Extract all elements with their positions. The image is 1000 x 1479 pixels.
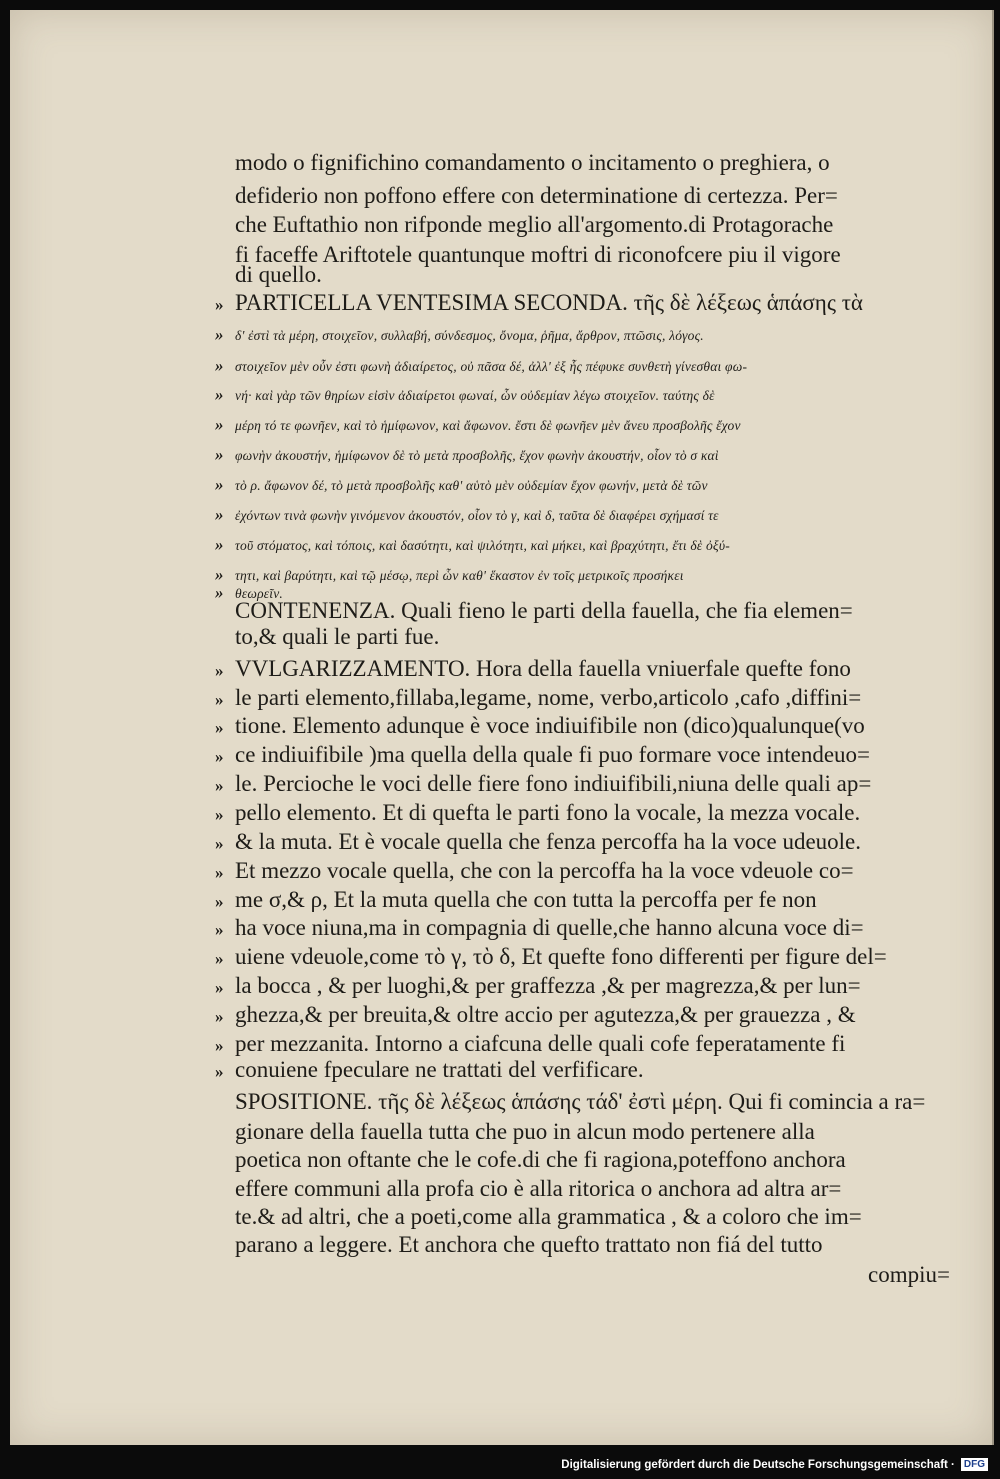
line-text: uiene vdeuole,come τὸ γ, τὸ δ, Et quefte fono differenti per figure del= bbox=[235, 944, 887, 969]
quote-mark: » bbox=[215, 475, 224, 494]
text-line bbox=[215, 829, 862, 857]
quote-mark: » bbox=[215, 747, 224, 766]
line-text: modo o fignifichino comandamento o incitamento o preghiera, o bbox=[235, 150, 830, 175]
line-text: ἐχόντων τινὰ φωνὴν γινόμενον ἀκουστόν, οἷον τὸ γ, καὶ δ, ταῦτα δὲ διαφέρει σχήμασί τε bbox=[235, 508, 719, 523]
line-text: tione. Elemento adunque è voce indiuifibile non (dico)qualunque(vo bbox=[235, 713, 865, 738]
text-line bbox=[215, 771, 872, 799]
text-line bbox=[215, 290, 863, 318]
quote-mark: » bbox=[215, 356, 224, 375]
text-line bbox=[215, 858, 854, 886]
text-line bbox=[215, 532, 730, 559]
line-text: δ' ἐστὶ τὰ μέρη, στοιχεῖον, συλλαβή, σύνδεσμος, ὄνομα, ῥῆμα, ἄρθρον, πτῶσις, λόγος. bbox=[235, 328, 704, 343]
book-page bbox=[10, 10, 994, 1445]
text-line bbox=[235, 1176, 841, 1202]
line-text: me σ,& ρ, Et la muta quella che con tutta la percoffa per fe non bbox=[235, 887, 817, 912]
line-text: CONTENENZA. Quali fieno le parti della fauella, che fia elemen= bbox=[235, 598, 853, 623]
quote-mark: » bbox=[215, 920, 224, 939]
quote-mark: » bbox=[215, 834, 224, 853]
quote-mark: » bbox=[215, 505, 224, 524]
line-text: Et mezzo vocale quella, che con la percoffa ha la voce vdeuole co= bbox=[235, 858, 854, 883]
text-line bbox=[215, 742, 871, 770]
text-line bbox=[215, 1057, 644, 1085]
text-line bbox=[235, 150, 830, 176]
line-text: la bocca , & per luoghi,& per graffezza ,& per magrezza,& per lun= bbox=[235, 973, 861, 998]
quote-mark: » bbox=[215, 978, 224, 997]
footer-credit bbox=[561, 1458, 988, 1471]
line-text: le. Percioche le voci delle fiere fono indiuifibili,niuna delle quali ap= bbox=[235, 771, 872, 796]
line-text: fi faceffe Ariftotele quantunque moftri di riconofcere piu il vigore bbox=[235, 242, 841, 267]
text-line bbox=[868, 1262, 950, 1288]
text-line bbox=[215, 656, 851, 684]
footer-text: Digitalisierung gefördert durch die Deutsche Forschungsgemeinschaft · bbox=[561, 1458, 955, 1471]
quote-mark: » bbox=[215, 1007, 224, 1026]
line-text: che Euftathio non rifponde meglio all'argomento.di Protagorache bbox=[235, 212, 834, 237]
text-line bbox=[235, 242, 841, 268]
line-text: στοιχεῖον μὲν οὖν ἐστι φωνὴ ἀδιαίρετος, οὐ πᾶσα δέ, ἀλλ' ἐξ ἧς πέφυκε συνθετὴ γίνεσθαι φω- bbox=[235, 359, 748, 374]
line-text: le parti elemento,fillaba,legame, nome, verbo,articolo ,cafo ,diffini= bbox=[235, 685, 862, 710]
line-text: VVLGARIZZAMENTO. Hora della fauella vniuerfale quefte fono bbox=[235, 656, 851, 681]
line-text: conuiene fpeculare ne trattati del verfificare. bbox=[235, 1057, 644, 1082]
line-text: PARTICELLA VENTESIMA SECONDA. τῆς δὲ λέξεως ἁπάσης τὰ bbox=[235, 290, 863, 315]
text-line bbox=[215, 472, 708, 499]
text-line bbox=[215, 887, 817, 915]
quote-mark: » bbox=[215, 415, 224, 434]
line-text: τητι, καὶ βαρύτητι, καὶ τῷ μέσῳ, περὶ ὧν καθ' ἕκαστον ἐν τοῖς μετρικοῖς προσήκει bbox=[235, 568, 684, 583]
quote-mark: » bbox=[215, 690, 224, 709]
line-text: φωνὴν ἀκουστήν, ἡμίφωνον δὲ τὸ μετὰ προσβολῆς, ἔχον φωνὴν ἀκουστήν, οἷον τὸ σ καὶ bbox=[235, 448, 719, 463]
text-line bbox=[235, 1119, 815, 1145]
quote-mark: » bbox=[215, 295, 224, 314]
text-line bbox=[215, 973, 861, 1001]
line-text: ce indiuifibile )ma quella della quale fi puo formare voce intendeuo= bbox=[235, 742, 871, 767]
quote-mark: » bbox=[215, 385, 224, 404]
quote-mark: » bbox=[215, 661, 224, 680]
line-text: & la muta. Et è vocale quella che fenza percoffa ha la voce udeuole. bbox=[235, 829, 862, 854]
text-line bbox=[235, 1232, 823, 1258]
line-text: SPOSITIONE. τῆς δὲ λέξεως ἁπάσης τάδ' ἐστὶ μέρη. Qui fi comincia a ra= bbox=[235, 1089, 926, 1114]
quote-mark: » bbox=[215, 325, 224, 344]
quote-mark: » bbox=[215, 892, 224, 911]
line-text: ha voce niuna,ma in compagnia di quelle,che hanno alcuna voce di= bbox=[235, 915, 864, 940]
line-text: compiu= bbox=[868, 1262, 950, 1287]
quote-mark: » bbox=[215, 1062, 224, 1081]
line-text: defiderio non poffono effere con determinatione di certezza. Per= bbox=[235, 183, 838, 208]
quote-mark: » bbox=[215, 535, 224, 554]
text-line bbox=[235, 1204, 862, 1230]
quote-mark: » bbox=[215, 805, 224, 824]
text-line bbox=[215, 915, 864, 943]
text-line bbox=[235, 183, 838, 209]
text-line bbox=[215, 713, 865, 741]
line-text: parano a leggere. Et anchora che quefto trattato non fiá del tutto bbox=[235, 1232, 823, 1257]
quote-mark: » bbox=[215, 863, 224, 882]
line-text: per mezzanita. Intorno a ciafcuna delle quali cofe feperatamente fi bbox=[235, 1031, 846, 1056]
line-text: gionare della fauella tutta che puo in alcun modo pertenere alla bbox=[235, 1119, 815, 1144]
text-line bbox=[215, 1031, 846, 1059]
text-line bbox=[215, 353, 748, 380]
dfg-logo: DFG bbox=[961, 1458, 988, 1471]
text-line bbox=[215, 382, 715, 409]
line-text: di quello. bbox=[235, 262, 322, 287]
line-text: te.& ad altri, che a poeti,come alla grammatica , & a coloro che im= bbox=[235, 1204, 862, 1229]
line-text: poetica non oftante che le cofe.di che fi ragiona,poteffono anchora bbox=[235, 1147, 846, 1172]
text-line bbox=[215, 1002, 856, 1030]
line-text: θεωρεῖν. bbox=[235, 586, 283, 601]
line-text: νή· καὶ γὰρ τῶν θηρίων εἰσὶν ἀδιαίρετοι φωναί, ὧν οὐδεμίαν λέγω στοιχεῖον. ταύτης δὲ bbox=[235, 388, 715, 403]
text-line bbox=[215, 800, 861, 828]
text-line bbox=[215, 322, 704, 349]
text-line bbox=[235, 262, 322, 288]
quote-mark: » bbox=[215, 718, 224, 737]
line-text: τὸ ρ. ἄφωνον δέ, τὸ μετὰ προσβολῆς καθ' αὑτὸ μὲν οὐδεμίαν ἔχον φωνήν, μετὰ δὲ τῶν bbox=[235, 478, 708, 493]
text-line bbox=[235, 598, 853, 624]
quote-mark: » bbox=[215, 565, 224, 584]
text-line bbox=[215, 502, 719, 529]
text-line bbox=[235, 624, 439, 650]
text-line bbox=[215, 944, 887, 972]
text-line bbox=[215, 442, 719, 469]
quote-mark: » bbox=[215, 445, 224, 464]
line-text: to,& quali le parti fue. bbox=[235, 624, 440, 649]
text-line bbox=[215, 412, 741, 439]
text-line bbox=[235, 212, 833, 238]
quote-mark: » bbox=[215, 583, 224, 602]
text-line bbox=[215, 562, 684, 589]
line-text: μέρη τό τε φωνῆεν, καὶ τὸ ἡμίφωνον, καὶ ἄφωνον. ἔστι δὲ φωνῆεν μὲν ἄνευ προσβολῆς ἔχον bbox=[235, 418, 741, 433]
line-text: pello elemento. Et di quefta le parti fono la vocale, la mezza vocale. bbox=[235, 800, 861, 825]
text-line bbox=[215, 685, 862, 713]
line-text: τοῦ στόματος, καὶ τόποις, καὶ δασύτητι, καὶ ψιλότητι, καὶ μήκει, καὶ βραχύτητι, ἔτι δὲ ὀξύ- bbox=[235, 538, 730, 553]
quote-mark: » bbox=[215, 776, 224, 795]
text-line bbox=[235, 1147, 846, 1173]
quote-mark: » bbox=[215, 949, 224, 968]
quote-mark: » bbox=[215, 1036, 224, 1055]
line-text: effere communi alla profa cio è alla ritorica o anchora ad altra ar= bbox=[235, 1176, 842, 1201]
text-line bbox=[235, 1089, 925, 1115]
line-text: ghezza,& per breuita,& oltre accio per agutezza,& per grauezza , & bbox=[235, 1002, 856, 1027]
